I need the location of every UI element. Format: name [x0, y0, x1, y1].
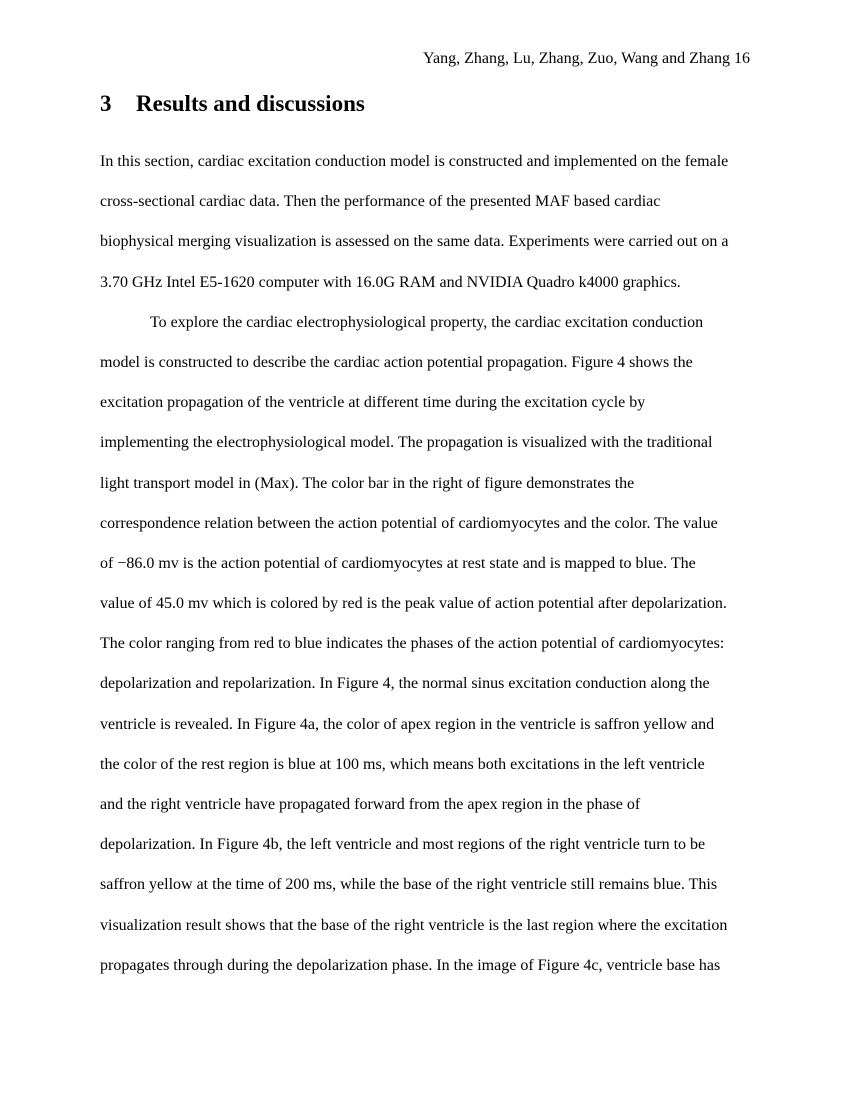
text-line: the color of the rest region is blue at 100 ms, which means both excitations in the left ventricle — [100, 755, 705, 773]
text-line: In this section, cardiac excitation conduction model is constructed and implemented on the female — [100, 153, 729, 170]
text-line: saffron yellow at the time of 200 ms, while the base of the right ventricle still remains blue. This — [100, 876, 718, 894]
text-line: propagates through during the depolarization phase. In the image of Figure 4c, ventricle base has — [100, 956, 721, 974]
section-heading — [100, 89, 365, 119]
text-line: light transport model in (Max). The color bar in the right of figure demonstrates the — [100, 474, 635, 492]
text-line: To explore the cardiac electrophysiological property, the cardiac excitation conduction — [150, 313, 704, 331]
text-line: of −86.0 mv is the action potential of cardiomyocytes at rest state and is mapped to blue. The — [100, 554, 696, 572]
text-line: excitation propagation of the ventricle at different time during the excitation cycle by — [100, 394, 646, 412]
text-line: 3.70 GHz Intel E5-1620 computer with 16.0G RAM and NVIDIA Quadro k4000 graphics. — [100, 273, 681, 291]
text-line: and the right ventricle have propagated forward from the apex region in the phase of — [100, 796, 641, 813]
paragraph-intro — [100, 142, 752, 303]
text-line: implementing the electrophysiological model. The propagation is visualized with the traditional — [100, 434, 713, 452]
text-line: ventricle is revealed. In Figure 4a, the color of apex region in the ventricle is saffron yellow and — [100, 715, 715, 733]
section-title: Results and discussions — [136, 91, 365, 116]
text-line: depolarization. In Figure 4b, the left ventricle and most regions of the right ventricle turn to be — [100, 836, 706, 854]
text-line: model is constructed to describe the cardiac action potential propagation. Figure 4 shows the — [100, 353, 693, 371]
text-line: biophysical merging visualization is assessed on the same data. Experiments were carried out on a — [100, 233, 729, 251]
body-text — [100, 142, 752, 986]
section-number: 3 — [100, 91, 112, 116]
text-line: correspondence relation between the action potential of cardiomyocytes and the color. The value — [100, 514, 718, 532]
text-line: visualization result shows that the base of the right ventricle is the last region where the excitation — [100, 916, 728, 934]
paragraph-excitation-propagation — [100, 303, 752, 986]
text-line: The color ranging from red to blue indicates the phases of the action potential of cardiomyocytes: — [100, 635, 725, 653]
text-line: cross-sectional cardiac data. Then the performance of the presented MAF based cardiac — [100, 193, 661, 211]
running-head: Yang, Zhang, Lu, Zhang, Zuo, Wang and Zhang 16 — [423, 50, 750, 67]
text-line: value of 45.0 mv which is colored by red is the peak value of action potential after depolarization. — [100, 595, 727, 613]
text-line: depolarization and repolarization. In Figure 4, the normal sinus excitation conduction along the — [100, 675, 710, 693]
